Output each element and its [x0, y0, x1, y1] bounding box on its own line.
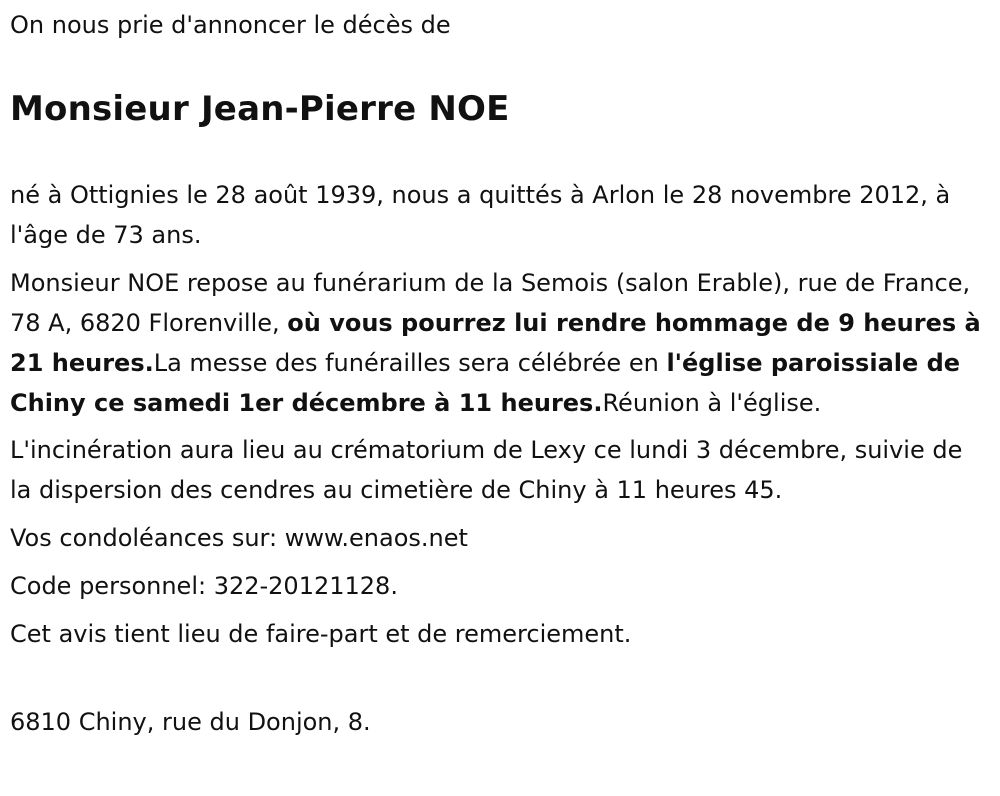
- faire-part-text: Cet avis tient lieu de faire-part et de remerciement.: [10, 620, 632, 648]
- deceased-name: Monsieur Jean-Pierre NOE: [10, 89, 510, 129]
- intro-text: On nous prie d'annoncer le décès de: [10, 11, 451, 39]
- address-text: 6810 Chiny, rue du Donjon, 8.: [10, 708, 371, 736]
- visiting-hours-text: où vous pourrez lui rendre hommage de 9 heures à 21 heures.: [10, 309, 981, 377]
- birth-death-paragraph: né à Ottignies le 28 août 1939, nous a quittés à Arlon le 28 novembre 2012, à l'âge de 73 ans.: [10, 181, 951, 249]
- reunion-text: Réunion à l'église.: [602, 389, 822, 417]
- mass-details-text: l'église paroissiale de Chiny ce samedi 1er décembre à 11 heures.: [10, 349, 961, 417]
- funeral-details-paragraph: [10, 263, 990, 423]
- condolences-text: Vos condoléances sur: www.enaos.net: [10, 524, 468, 552]
- personal-code-text: Code personnel: 322-20121128.: [10, 572, 398, 600]
- rest-location-text: Monsieur NOE repose au funérarium de la Semois (salon Erable), rue de France, 78 A, 6820 Florenville,: [10, 269, 971, 337]
- cremation-paragraph: L'incinération aura lieu au crématorium de Lexy ce lundi 3 décembre, suivie de la dispersion des cendres au cimetière de Chiny à 11 heures 45.: [10, 436, 963, 504]
- spacer: [10, 662, 990, 702]
- mass-intro-text: La messe des funérailles sera célébrée en: [153, 349, 667, 377]
